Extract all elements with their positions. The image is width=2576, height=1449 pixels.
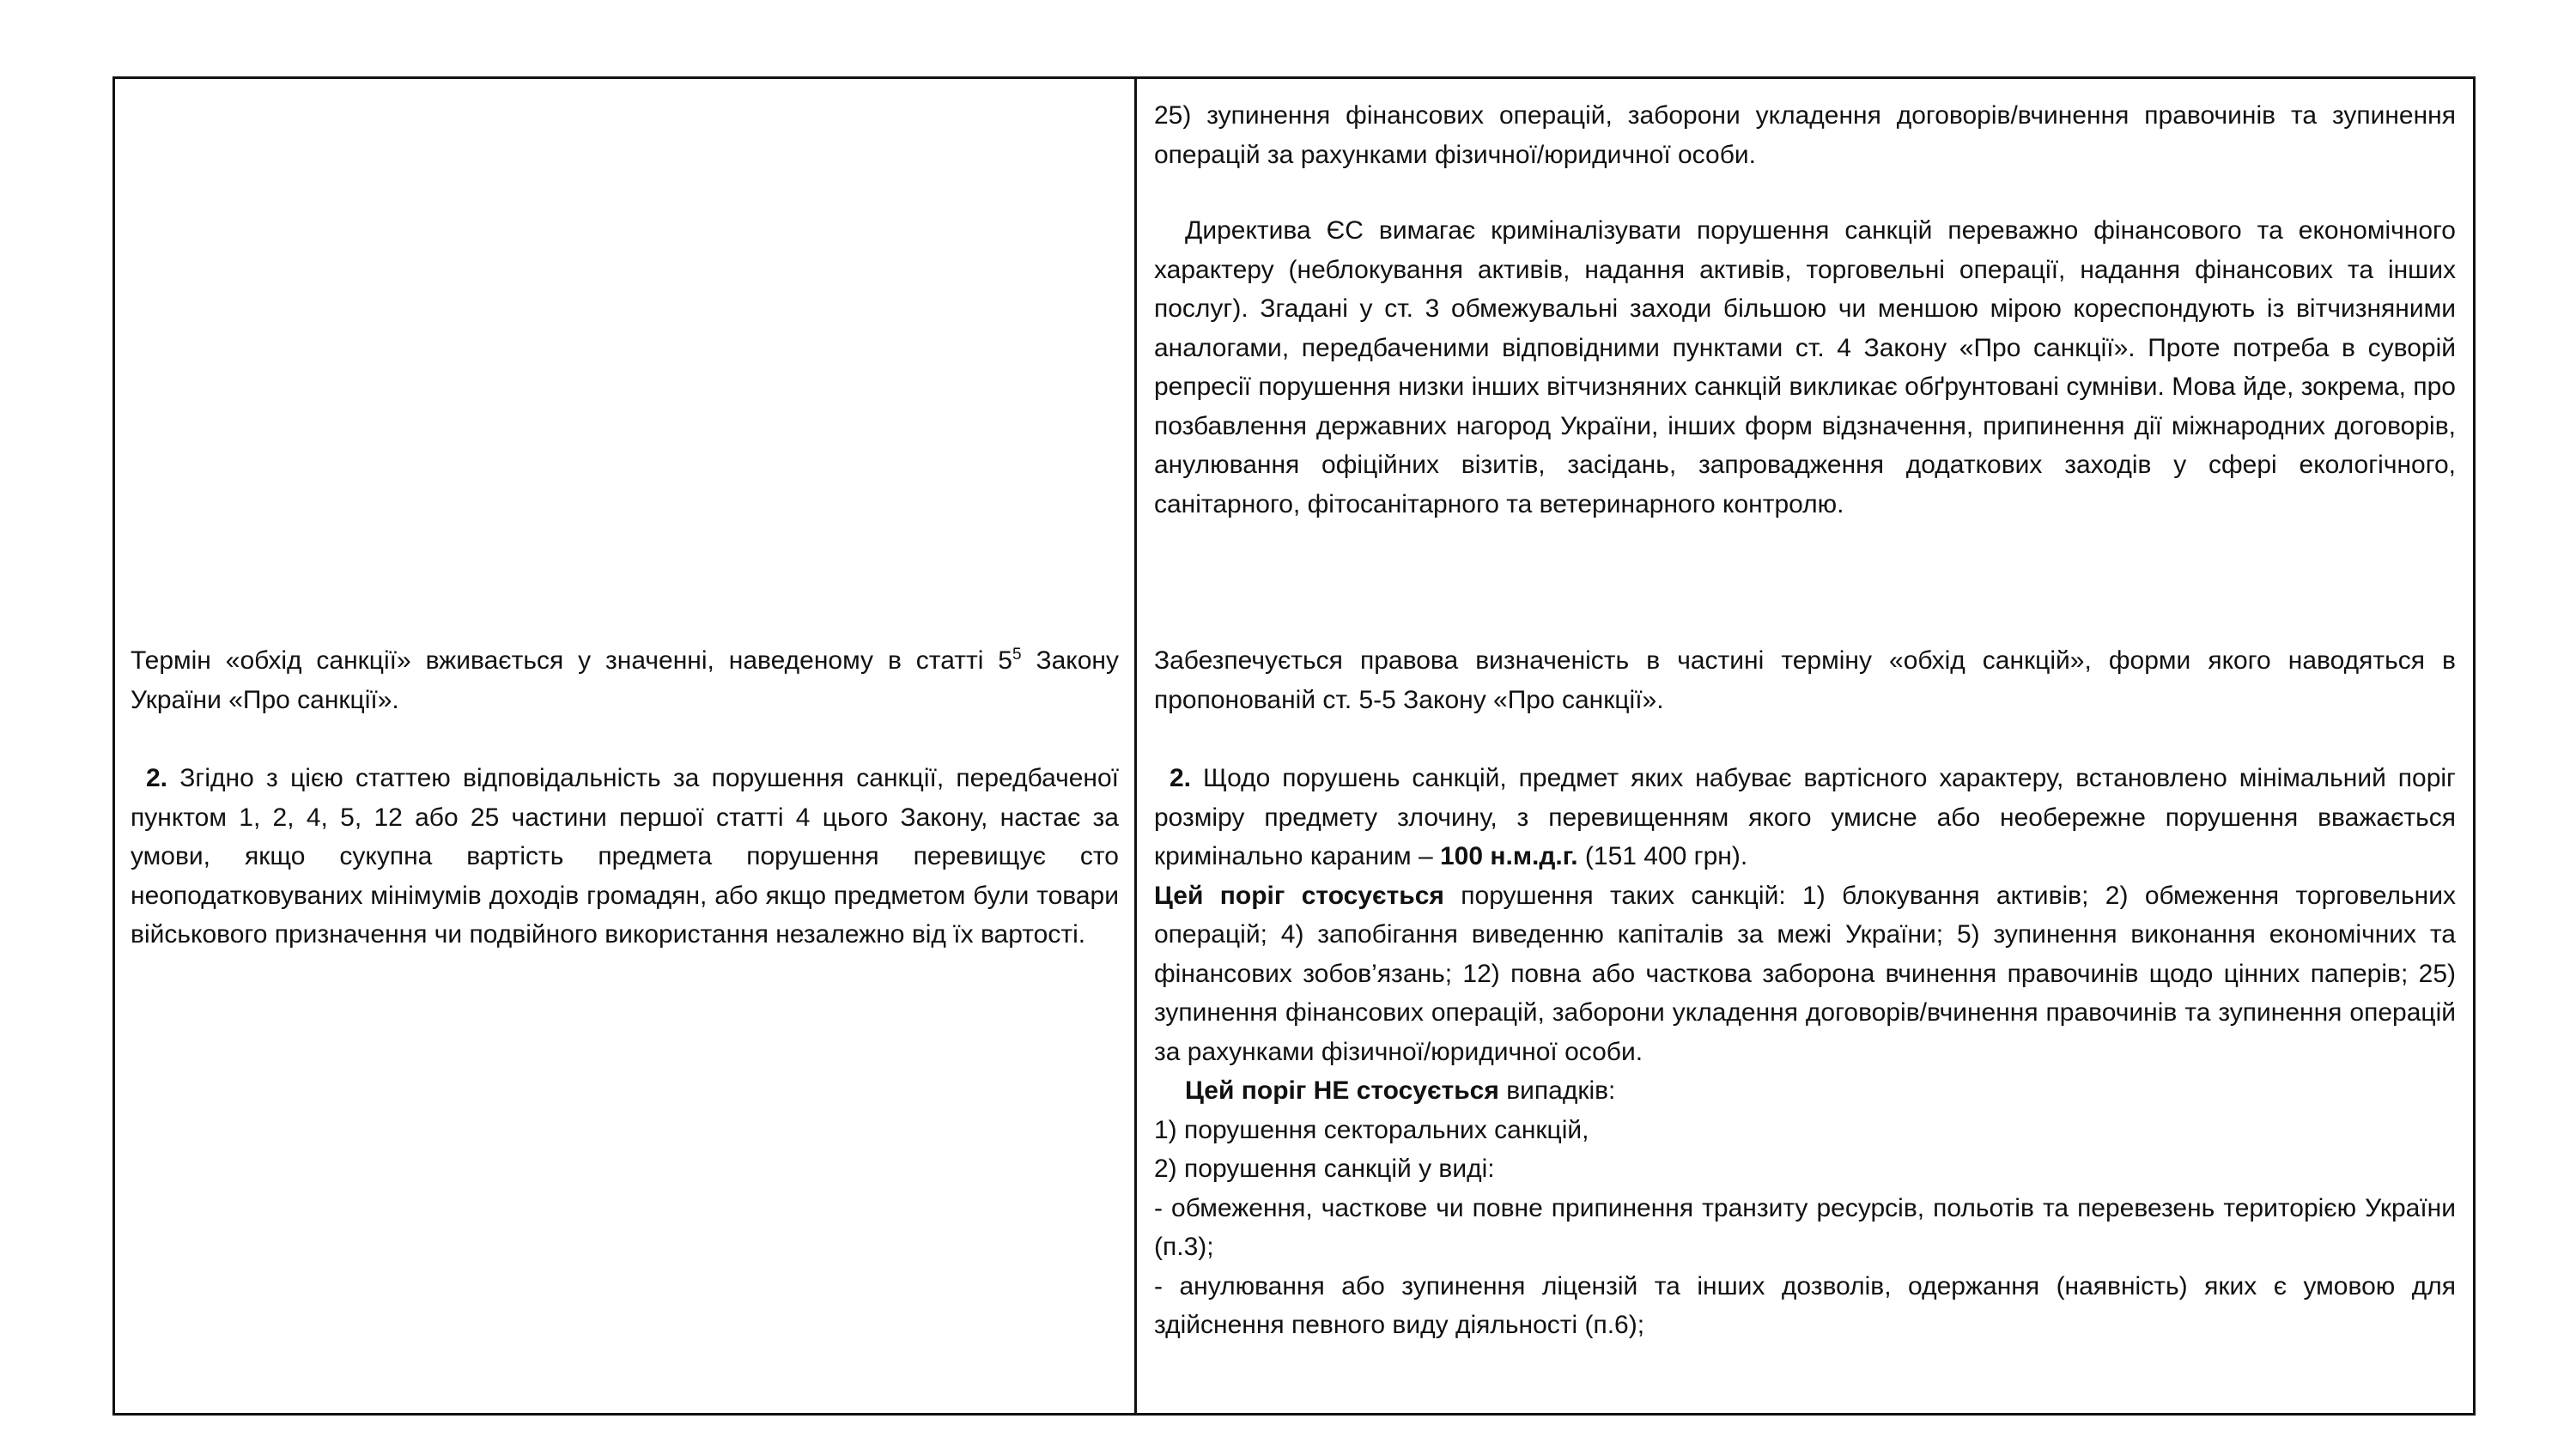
liability-number: 2. [146, 764, 168, 792]
exception-item-2a: - обмеження, часткове чи повне припинення транзиту ресурсів, польотів та перевезень територією України (п.3); [1154, 1193, 2456, 1261]
threshold-text: Щодо порушень санкцій, предмет яких набуває вартісного характеру, встановлено мінімальний поріг розміру предмету злочину, з перевищенням якого умисне або необережне порушення вважається кримінально караним – [1154, 764, 2456, 870]
liability-text: Згідно з цією статтею відповідальність за порушення санкції, передбаченої пунктом 1, 2, 4, 5, 12 або 25 частини першої статті 4 цього Закону, настає за умови, якщо сукупна вартість предмета порушення перевищує сто неоподатковуваних мінімумів доходів громадян, або якщо предметом були товари військового призначення чи подвійного використання незалежно від їх вартості. [131, 764, 1119, 949]
threshold-amount: 100 н.м.д.г. [1439, 842, 1578, 870]
exception-item-2b: - анулювання або зупинення ліцензій та інших дозволів, одержання (наявність) яких є умовою для здійснення певного виду діяльності (п.6); [1154, 1271, 2456, 1339]
term-definition-tail: Закону України «Про санкції». [131, 646, 1119, 714]
comparison-table [112, 76, 2476, 1416]
liability-paragraph [131, 759, 1119, 955]
term-definition-superscript: 5 [1012, 646, 1022, 664]
eu-directive-paragraph [1154, 211, 2456, 524]
legal-certainty-text: Забезпечується правова визначеність в частині терміну «обхід санкцій», форми якого наводяться в пропонованій ст. 5-5 Закону «Про санкції». [1154, 646, 2456, 714]
threshold-applies-text: порушення таких санкцій: 1) блокування активів; 2) обмеження торговельних операцій; 4) запобігання виведенню капіталів за межі України; 5) зупинення виконання економічних та фінансових зобов’язань; 12) повна або часткова заборона вчинення правочинів щодо цінних паперів; 25) зупинення фінансових операцій, заборони укладення договорів/вчинення правочинів та зупинення операцій за рахунками фізичної/юридичної особи. [1154, 881, 2456, 1066]
threshold-not-applies-label: Цей поріг НЕ стосується [1185, 1076, 1499, 1105]
table-column-left [115, 79, 1137, 1413]
legal-certainty-paragraph [1154, 641, 2456, 719]
threshold-amount-tail: (151 400 грн). [1577, 842, 1748, 870]
eu-directive-text: Директива ЄС вимагає криміналізувати порушення санкцій переважно фінансового та економічного характеру (неблокування активів, надання активів, торговельні операції, надання фінансових та інших послуг). Згадані у ст. 3 обмежувальні заходи більшою чи меншою мірою кореспондують із вітчизняними аналогами, передбаченими відповідними пунктами ст. 4 Закону «Про санкції». Проте потреба в суворій репресії порушення низки інших вітчизняних санкцій викликає обґрунтовані сумніви. Мова йде, зокрема, про позбавлення державних нагород України, інших форм відзначення, припинення дії міжнародних договорів, анулювання офіційних візитів, засідань, запровадження додаткових заходів у сфері екологічного, санітарного, фітосанітарного та ветеринарного контролю. [1154, 216, 2456, 518]
threshold-not-applies-text: випадків: [1498, 1076, 1616, 1105]
exception-item-1: 1) порушення секторальних санкцій, [1154, 1115, 1589, 1144]
threshold-applies-label: Цей поріг стосується [1154, 881, 1444, 910]
item-25-text: 25) зупинення фінансових операцій, заборони укладення договорів/вчинення правочинів та зупинення операцій за рахунками фізичної/юридичної особи. [1154, 101, 2456, 169]
threshold-number: 2. [1170, 764, 1192, 792]
term-definition-text: Термін «обхід санкції» вживається у значенні, наведеному в статті 5 [131, 646, 1012, 675]
item-25-paragraph [1154, 96, 2456, 174]
threshold-section [1154, 759, 2456, 1345]
exception-item-2: 2) порушення санкцій у виді: [1154, 1155, 1495, 1183]
table-column-right [1137, 79, 2473, 1413]
term-definition-paragraph [131, 641, 1119, 719]
